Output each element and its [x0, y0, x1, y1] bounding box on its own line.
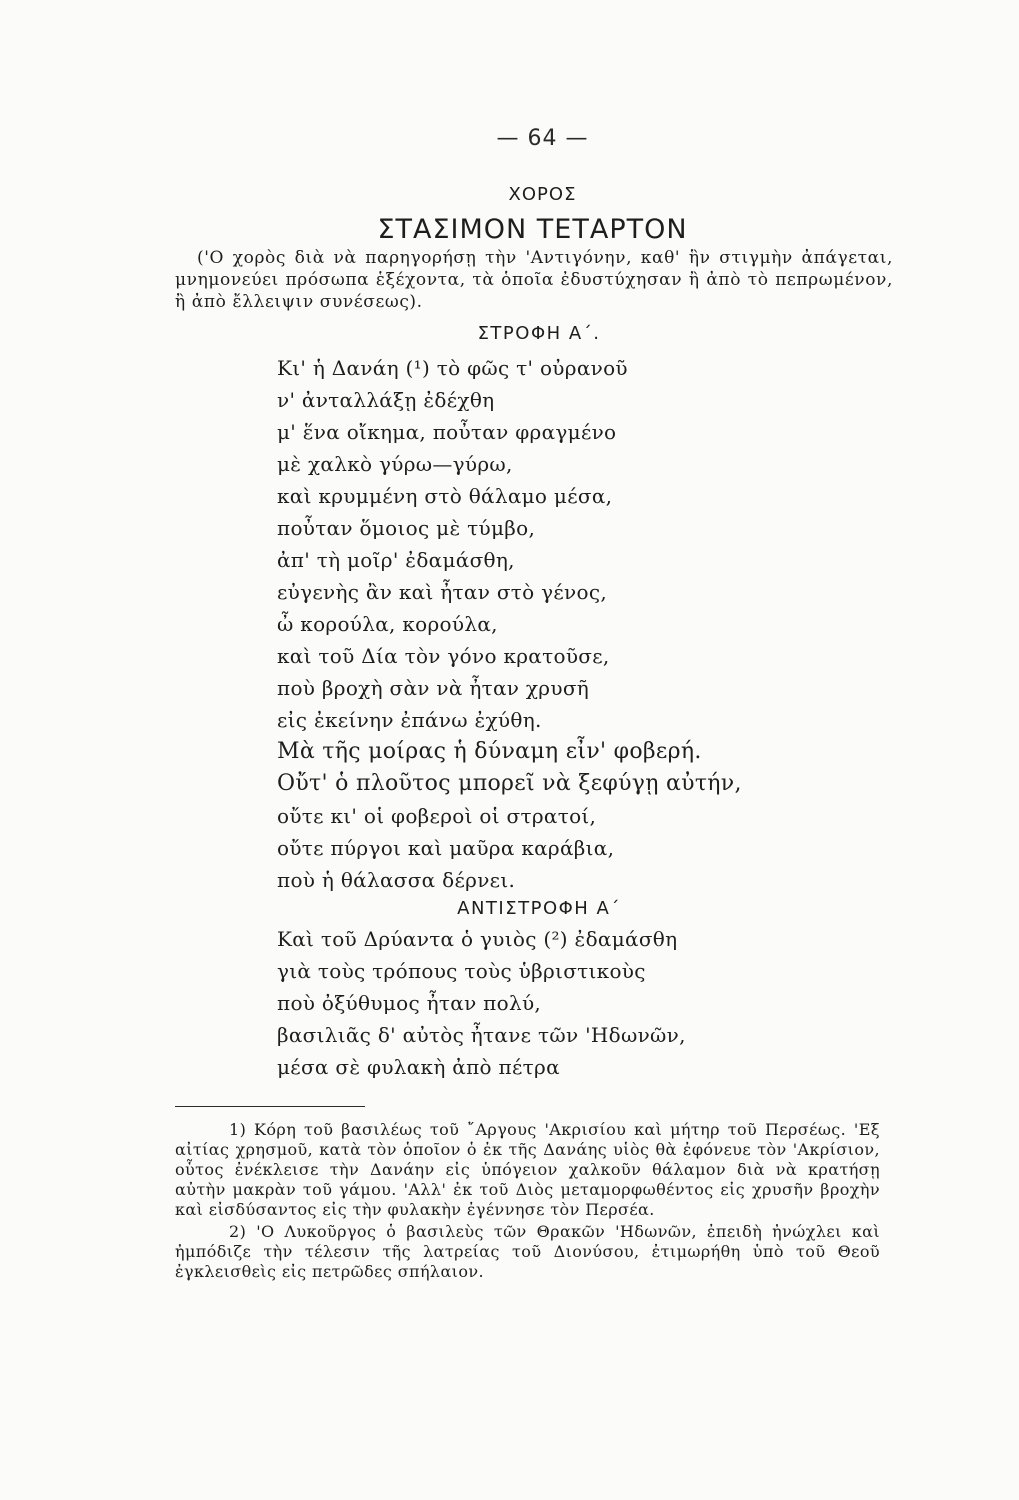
verse-line: ὦ κορούλα, κορούλα, — [277, 612, 498, 636]
verse-line: Οὔτ' ὁ πλοῦτος μπορεῖ νὰ ξεφύγῃ αὐτήν, — [277, 771, 742, 796]
antistrofi-verse — [277, 923, 686, 1083]
verse-line: ποὺ ὀξύθυμος ἦταν πολύ, — [277, 991, 542, 1015]
verse-line: ν' ἀνταλλάξῃ ἐδέχθη — [277, 388, 495, 412]
strofi-heading: ΣΤΡΟΦΗ Α΄. — [477, 323, 601, 344]
footnote-divider — [175, 1106, 365, 1107]
footnotes — [175, 1120, 880, 1284]
verse-line: βασιλιᾶς δ' αὐτὸς ἦτανε τῶν 'Ηδωνῶν, — [277, 1023, 686, 1047]
verse-line: οὔτε κι' οἱ φοβεροὶ οἱ στρατοί, — [277, 804, 597, 828]
verse-line: Μὰ τῆς μοίρας ἡ δύναμη εἶν' φοβερή. — [277, 739, 702, 764]
verse-line: Κι' ἡ Δανάη (¹) τὸ φῶς τ' οὐρανοῦ — [277, 356, 628, 380]
footnote-1: 1) Κόρη τοῦ βασιλέως τοῦ ῎Αργους 'Ακρισίου καὶ μήτηρ τοῦ Περσέως. 'Εξ αἰτίας χρησμοῦ, κατὰ τὸν ὁποῖον ὁ ἐκ τῆς Δανάης υἱὸς θὰ ἐφόνευε τὸν 'Ακρίσιον, οὗτος ἐνέκλεισε τὴν Δανάην εἰς ὑπόγειον χαλκοῦν θάλαμον διὰ νὰ κρατήσῃ αὐτὴν μακρὰν τοῦ γάμου. 'Αλλ' ἐκ τοῦ Διὸς μεταμορφωθέντος εἰς χρυσῆν βροχὴν καὶ εἰσδύσαντος εἰς τὴν φυλακὴν ἐγέννησε τὸν Περσέα. — [175, 1120, 880, 1219]
verse-line: μ' ἕνα οἴκημα, ποὖταν φραγμένο — [277, 420, 617, 444]
verse-line: εἰς ἐκείνην ἐπάνω ἐχύθη. — [277, 708, 542, 732]
section-label-choros: ΧΟΡΟΣ — [508, 184, 577, 205]
strofi-verse — [277, 352, 742, 896]
page-title: ΣΤΑΣΙΜΟΝ ΤΕΤΑΡΤΟΝ — [377, 214, 688, 245]
verse-line: γιὰ τοὺς τρόπους τοὺς ὑβριστικοὺς — [277, 959, 646, 983]
stage-direction — [175, 247, 893, 313]
verse-line: μὲ χαλκὸ γύρω—γύρω, — [277, 452, 513, 476]
verse-line: καὶ κρυμμένη στὸ θάλαμο μέσα, — [277, 484, 613, 508]
verse-line: εὐγενὴς ἂν καὶ ἦταν στὸ γένος, — [277, 580, 608, 604]
stage-direction-text: ('Ο χορὸς διὰ νὰ παρηγορήσῃ τὴν 'Αντιγόνην, καθ' ἣν στιγμὴν ἀπάγεται, μνημονεύει πρόσωπα ἑξέχοντα, τὰ ὁποῖα ἐδυστύχησαν ἢ ἀπὸ τὸ πεπρωμένον, ἢ ἀπὸ ἔλλειψιν συνέσεως). — [175, 248, 893, 312]
verse-line: ποὖταν ὅμοιος μὲ τύμβο, — [277, 516, 536, 540]
antistrofi-heading: ΑΝΤΙΣΤΡΟΦΗ Α΄ — [457, 898, 621, 919]
verse-line: καὶ τοῦ Δία τὸν γόνο κρατοῦσε, — [277, 644, 610, 668]
verse-line: Καὶ τοῦ Δρύαντα ὁ γυιὸς (²) ἐδαμάσθη — [277, 927, 678, 951]
page-number: — 64 — — [496, 126, 589, 151]
verse-line: ποὺ ἡ θάλασσα δέρνει. — [277, 868, 516, 892]
verse-line: μέσα σὲ φυλακὴ ἀπὸ πέτρα — [277, 1055, 560, 1079]
verse-line: ἀπ' τὴ μοῖρ' ἐδαμάσθη, — [277, 548, 515, 572]
footnote-2: 2) 'Ο Λυκοῦργος ὁ βασιλεὺς τῶν Θρακῶν 'Ηδωνῶν, ἐπειδὴ ἠνώχλει καὶ ἠμπόδιζε τὴν τέλεσιν τῆς λατρείας τοῦ Διονύσου, ἐτιμωρήθη ὑπὸ τοῦ Θεοῦ ἐγκλεισθεὶς εἰς πετρῶδες σπήλαιον. — [175, 1222, 880, 1281]
verse-line: οὔτε πύργοι καὶ μαῦρα καράβια, — [277, 836, 615, 860]
verse-line: ποὺ βροχὴ σὰν νὰ ἦταν χρυσῆ — [277, 676, 590, 700]
